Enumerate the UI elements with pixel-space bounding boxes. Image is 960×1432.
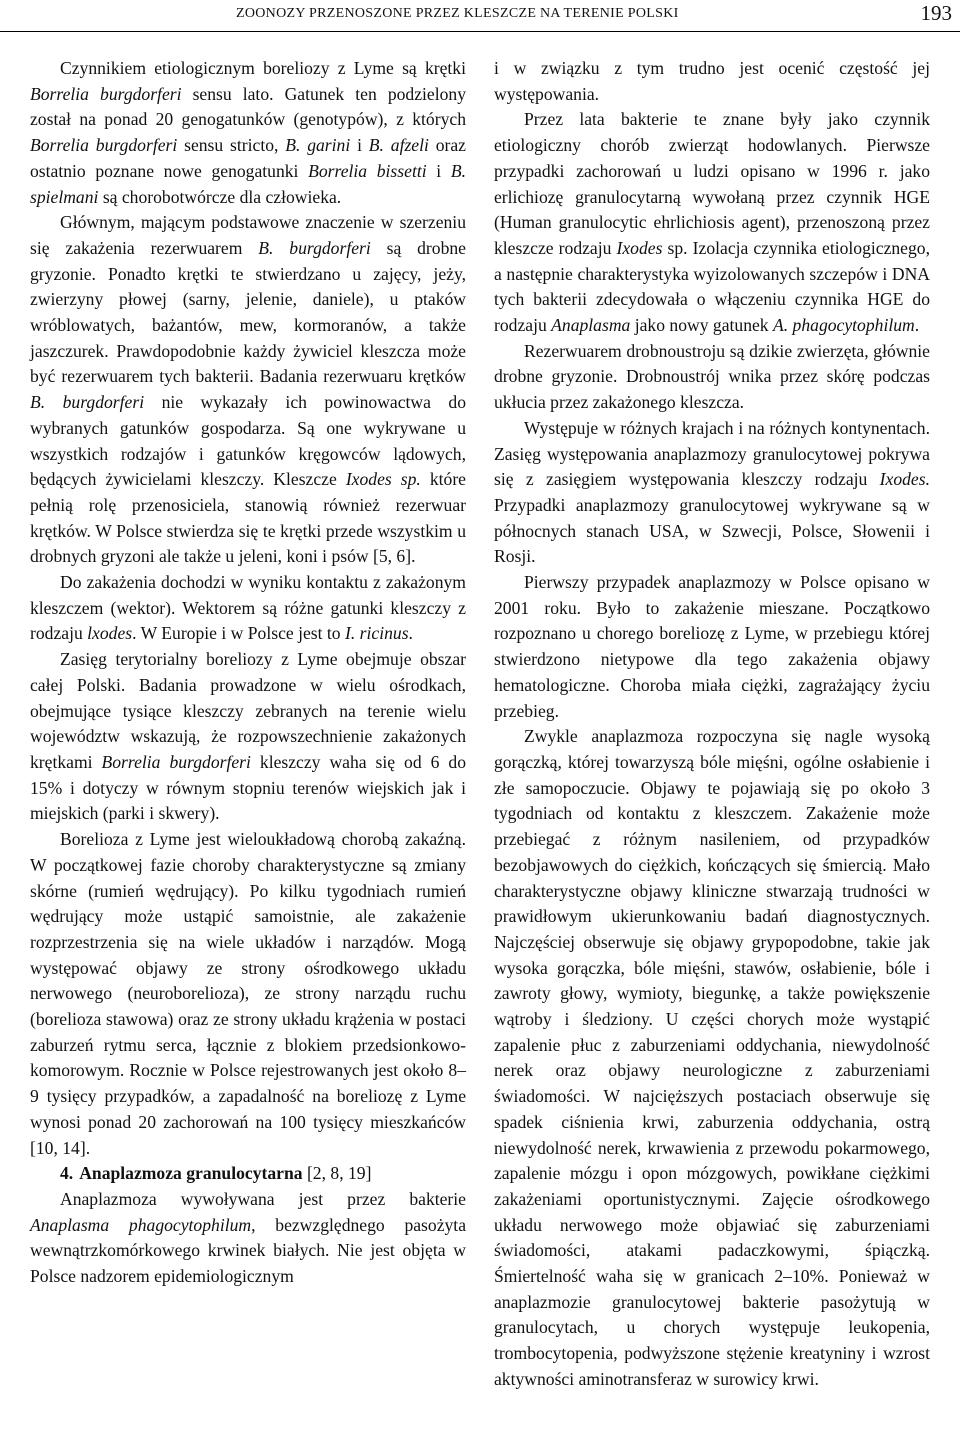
paragraph-symptoms: Borelioza z Lyme jest wieloukładową chorobą zakaźną. W początkowej fazie choroby charakterystyczne są zmiany skórne (rumień wędrujący). Po kilku tygodniach rumień wędrujący może ustąpić samoistnie, ale zakażenie rozprzestrzenia się na wiele układów i narządów. Mogą występować objawy ze strony ośrodkowego układu nerwowego (neuroborelioza), ze strony narządu ruchu (borelioza stawowa) oraz ze strony układu krążenia w postaci zaburzeń rytmu serca, łącznie z blokiem przedsionkowo-komorowym. Rocznie w Polsce rejestrowanych jest około 8–9 tysięcy przypadków, a zapadalność na boreliozę z Lyme wynosi ponad 20 zachorowań na 100 tysięcy mieszkańców [10, 14].	[30, 829, 466, 1158]
paragraph-etiology: Czynnikiem etiologicznym boreliozy z Lyme są krętki Borrelia burgdorferi sensu lato. Gatunek ten podzielony został na ponad 20 genogatunków (genotypów), z których Borrelia burgdorferi sensu stricto, B. garini i B. afzeli oraz ostatnio poznane nowe genogatunki Borrelia bissetti i B. spielmani są chorobotwórcze dla człowieka.	[30, 58, 467, 207]
right-column	[494, 56, 930, 1393]
paragraph-anaplasma-reservoir: Rezerwuarem drobnoustroju są dzikie zwierzęta, głównie drobne gryzonie. Drobnoustrój wnika przez skórę podczas ukłucia przez zakażonego kleszcza.	[494, 340, 930, 413]
running-title: ZOONOZY PRZENOSZONE PRZEZ KLESZCZE NA TERENIE POLSKI	[236, 6, 679, 21]
paragraph-reservoir: Głównym, mającym podstawowe znaczenie w szerzeniu się zakażenia rezerwuarem B. burgdorferi są drobne gryzonie. Ponadto krętki te stwierdzano u zajęcy, jeży, zwierzyny płowej (sarny, jelenie, daniele), u ptaków wróblowatych, bażantów, mew, kormoranów, a także jaszczurek. Prawdopodobnie każdy żywiciel kleszcza może być rezerwuarem tych bakterii. Badania rezerwuaru krętków B. burgdorferi nie wykazały ich powinowactwa do wybranych gatunków gospodarza. Są one wykrywane u wszystkich rodzajów i gatunków kręgowców lądowych, będących żywicielami kleszczy. Kleszcze Ixodes sp. które pełnią rolę przenosiciela, stanowią również rezerwuar krętków. W Polsce stwierdza się te krętki przede wszystkim u drobnych gryzoni ale także u jeleni, koni i psów [5, 6].	[30, 212, 466, 567]
paragraph-range: Zasięg terytorialny boreliozy z Lyme obejmuje obszar całej Polski. Badania prowadzone w wielu ośrodkach, obejmujące tysiące kleszczy zebranych na terenie wielu województw wskazują, że rozpowszechnienie zakażonych krętkami Borrelia burgdorferi kleszczy waha się od 6 do 15% i dotyczy w równym stopniu terenów wiejskich jak i miejskich (parki i skwery).	[30, 649, 466, 824]
section-refs: [2, 8, 19]	[302, 1163, 372, 1184]
paragraph-anaplasma-intro: Anaplazmoza wywoływana jest przez bakterie Anaplasma phagocytophilum, bezwzględnego pasożyta wewnątrzkomórkowego krwinek białych. Nie jest objęta w Polsce nadzorem epidemiologicznym	[30, 1188, 467, 1287]
paragraph-occurrence: Występuje w różnych krajach i na różnych kontynentach. Zasięg występowania anaplazmozy granulocytowej pokrywa się z zasięgiem występowania kleszczy rodzaju Ixodes. Przypadki anaplazmozy granulocytowej wykrywane są w północnych stanach USA, w Szwecji, Polsce, Słowenii i Rosji.	[494, 417, 930, 567]
header-rule	[0, 31, 960, 32]
left-column	[30, 56, 466, 1290]
paragraph-history: Przez lata bakterie te znane były jako czynnik etiologiczny chorób zwierząt hodowlanych. Pierwsze przypadki zachorowań u ludzi opisano w 1996 r. jako erlichiozę granulocytarną wywołaną przez czynnik HGE (Human granulocytic ehrlichiosis agent), przenoszoną przez kleszcze rodzaju Ixodes sp. Izolacja czynnika etiologicznego, a następnie charakterystyka wyizolowanych szczepów i DNA tych bakterii zdecydowała o włączeniu czynnika HGE do rodzaju Anaplasma jako nowy gatunek A. phagocytophilum.	[494, 109, 930, 336]
section-title: Anaplazmoza granulocytarna	[79, 1163, 303, 1184]
paragraph-transmission: Do zakażenia dochodzi w wyniku kontaktu z zakażonym kleszczem (wektor). Wektorem są różne gatunki kleszczy z rodzaju lxodes. W Europie i w Polsce jest to I. ricinus.	[30, 572, 466, 644]
paragraph-continued: i w związku z tym trudno jest ocenić częstość jej występowania.	[494, 58, 930, 104]
page-number: 193	[920, 1, 952, 25]
section-heading	[30, 1161, 466, 1187]
page-header	[0, 0, 960, 30]
paragraph-clinical-course: Zwykle anaplazmoza rozpoczyna się nagle wysoką gorączką, której towarzyszą bóle mięśni, ogólne osłabienie i złe samopoczucie. Objawy te pojawiają się po około 3 tygodniach od kontaktu z kleszczem. Zakażenie może przebiegać z różnym nasileniem, od przypadków bezobjawowych do ciężkich, kończących się śmiercią. Mało charakterystyczne objawy kliniczne stwarzają trudności w prawidłowym ukierunkowaniu badań diagnostycznych. Najczęściej obserwuje się objawy grypopodobne, takie jak wysoka gorączka, bóle mięśni, stawów, osłabienie, bóle i zawroty głowy, wymioty, biegunkę, a także powiększenie wątroby i śledziony. U części chorych może wystąpić zapalenie płuc z zaburzeniami oddychania, niewydolność nerek oraz objawy neurologiczne z zaburzeniami świadomości. W najcięższych postaciach obserwuje się spadek ciśnienia krwi, zaburzenia oddychania, ostrą niewydolność nerek, krwawienia z przewodu pokarmowego, zapalenie mózgu i opon mózgowych, powikłane ciężkimi zakażeniami oportunistycznymi. Zajęcie ośrodkowego układu nerwowego może objawiać się zaburzeniami świadomości, atakami padaczkowymi, śpiączką. Śmiertelność waha się w granicach 2–10%. Ponieważ w anaplazmozie granulocytowej bakterie pasożytują w granulocytach, u chorych występuje leukopenia, trombocytopenia, podwyższone stężenie kreatyniny i wzrost aktywności aminotransferaz w surowicy krwi.	[494, 726, 930, 1389]
section-number: 4.	[60, 1163, 74, 1184]
paragraph-first-case: Pierwszy przypadek anaplazmozy w Polsce opisano w 2001 roku. Było to zakażenie mieszane. Początkowo rozpoznano u chorego boreliozę z Lyme, w przebiegu której stwierdzono nietypowe dla tego zakażenia objawy hematologiczne. Choroba miała ciężki, zagrażający życiu przebieg.	[494, 572, 930, 721]
